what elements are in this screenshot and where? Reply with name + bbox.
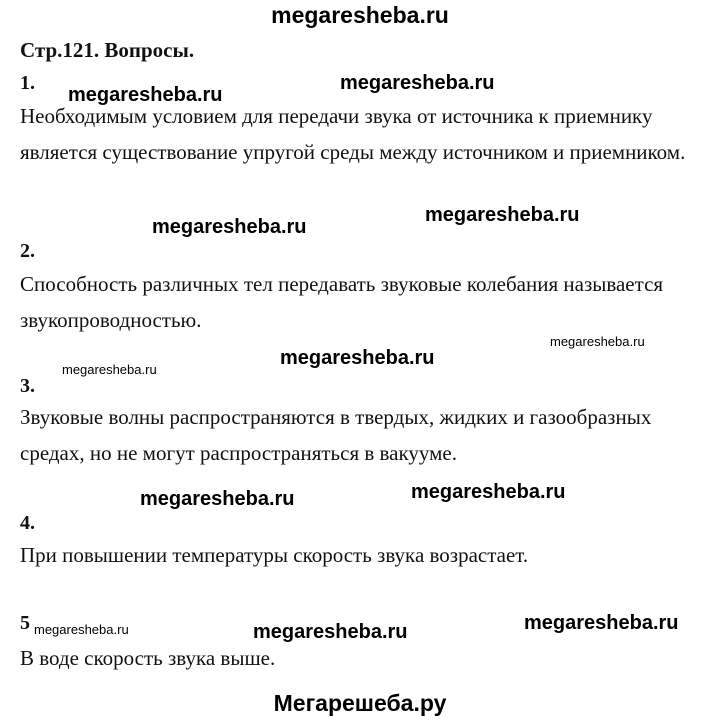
watermark: megaresheba.ru	[253, 621, 408, 643]
header-watermark: megaresheba.ru	[271, 2, 449, 28]
watermark: megaresheba.ru	[62, 362, 157, 377]
footer-watermark: Мегарешеба.ру	[273, 690, 447, 716]
question-number-4: 4.	[20, 512, 35, 534]
answer-2: Способность различных тел передавать звуковые колебания называется звукопроводностью.	[20, 272, 664, 332]
watermark: megaresheba.ru	[68, 84, 223, 106]
watermark: megaresheba.ru	[140, 488, 295, 510]
watermark: megaresheba.ru	[340, 72, 495, 94]
question-number-5: 5	[20, 612, 30, 634]
watermark: megaresheba.ru	[411, 481, 566, 503]
question-number-3: 3.	[20, 375, 35, 397]
watermark: megaresheba.ru	[425, 204, 580, 226]
watermark: megaresheba.ru	[524, 612, 679, 634]
watermark: megaresheba.ru	[550, 334, 645, 349]
watermark: megaresheba.ru	[152, 216, 307, 238]
watermark: megaresheba.ru	[34, 622, 129, 637]
question-number-1: 1.	[20, 72, 35, 94]
answer-4: При повышении температуры скорость звука возрастает.	[20, 543, 529, 567]
page-title: Стр.121. Вопросы.	[20, 38, 195, 62]
answer-5: В воде скорость звука выше.	[20, 646, 276, 670]
answer-3: Звуковые волны распространяются в твердых, жидких и газообразных средах, но не могут распространяться в вакууме.	[20, 405, 652, 465]
watermark: megaresheba.ru	[280, 347, 435, 369]
answer-1: Необходимым условием для передачи звука от источника к приемнику является существование упругой среды между источником и приемником.	[20, 104, 686, 164]
question-number-2: 2.	[20, 240, 35, 262]
